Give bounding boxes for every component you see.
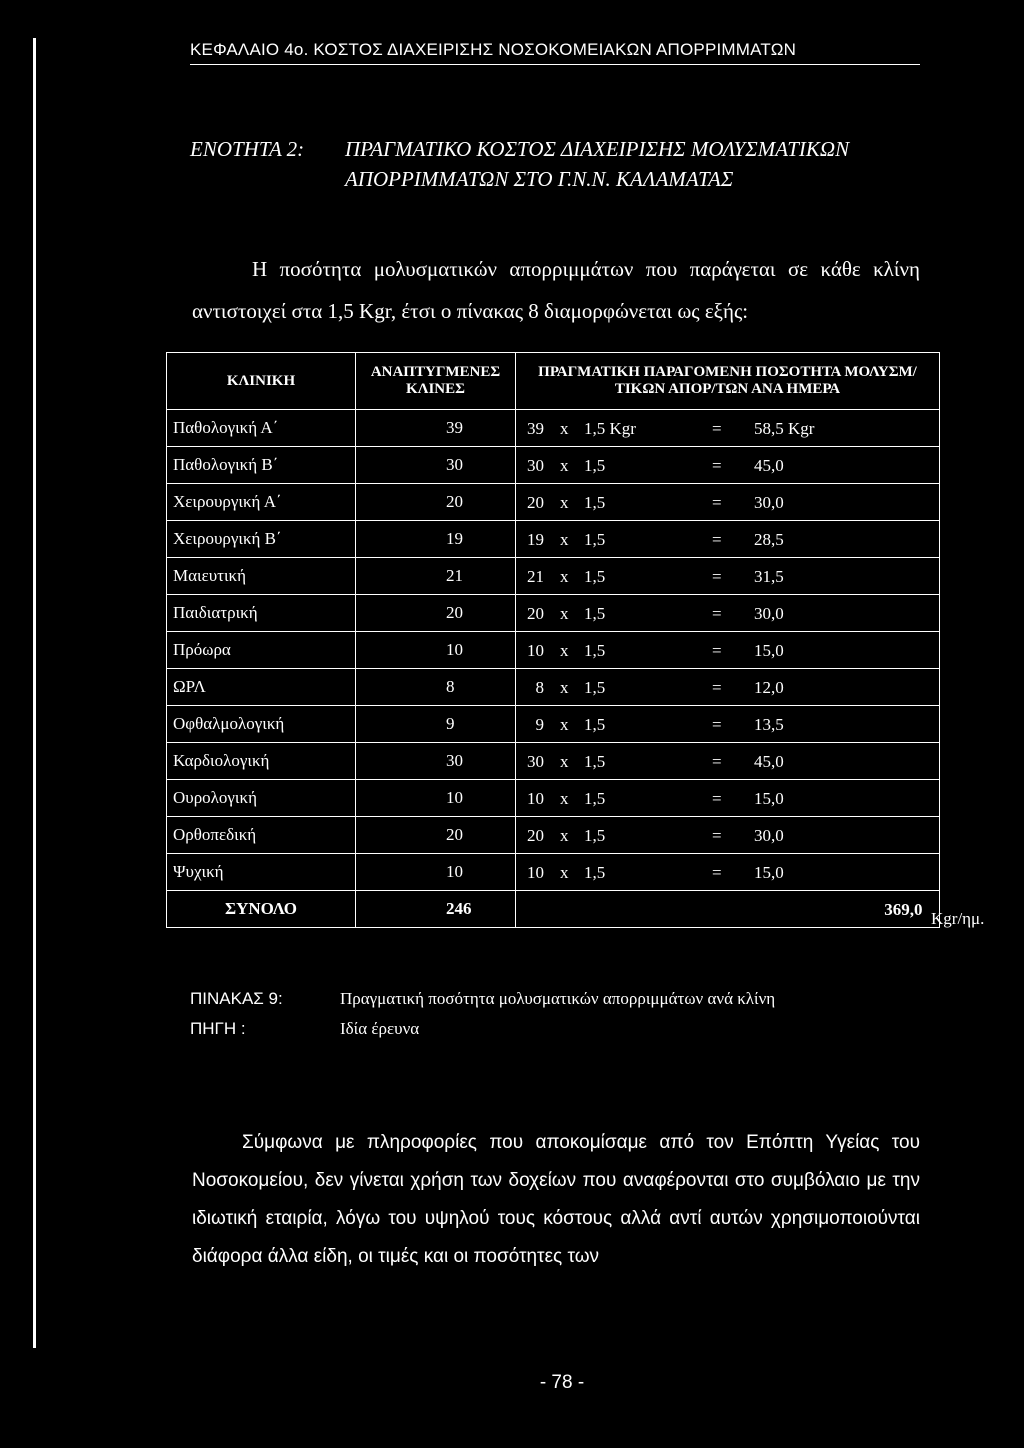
quantity-calc (516, 521, 940, 558)
calc-factor: 1,5 (584, 863, 606, 882)
body-paragraph: Σύμφωνα με πληροφορίες που αποκομίσαμε από τον Επόπτη Υγείας του Νοσοκομείου, δεν γίνεται χρήση των δοχείων που αναφέρονται στο συμβόλαιο με την ιδιωτική εταιρία, λόγω του υψηλού τους κόστους αλλά αντί αυτών χρησιμοποιούνται διάφορα άλλα είδη, οι τιμές και οι ποσότητες των (192, 1132, 920, 1267)
bed-count: 10 (356, 780, 516, 817)
calc-equals: = (712, 678, 722, 697)
quantity-calc (516, 706, 940, 743)
calc-beds: 19 (527, 530, 544, 549)
clinic-name: Ορθοπεδική (167, 817, 356, 854)
calc-times: x (560, 493, 569, 512)
calc-times: x (560, 863, 569, 882)
caption-source-text: Ιδία έρευνα (340, 1019, 420, 1038)
quantity-calc (516, 669, 940, 706)
header-clinic: ΚΛΙΝΙΚΗ (167, 353, 356, 410)
calc-beds: 10 (527, 641, 544, 660)
calc-beds: 21 (527, 567, 544, 586)
calc-equals: = (712, 715, 722, 734)
calc-factor: 1,5 (584, 530, 606, 549)
clinic-name: Οφθαλμολογική (167, 706, 356, 743)
calc-result: 28,5 (754, 530, 784, 549)
bed-count: 20 (356, 817, 516, 854)
quantity-calc (516, 632, 940, 669)
calc-factor: 1,5 (584, 715, 606, 734)
bed-count: 20 (356, 484, 516, 521)
calc-result: 31,5 (754, 567, 784, 586)
bed-count: 10 (356, 854, 516, 891)
calc-beds: 20 (527, 826, 544, 845)
calc-factor: 1,5 Kgr (584, 419, 636, 438)
chapter-header: ΚΕΦΑΛΑΙΟ 4ο. ΚΟΣΤΟΣ ΔΙΑΧΕΙΡΙΣΗΣ ΝΟΣΟΚΟΜΕΙΑΚΩΝ ΑΠΟΡΡΙΜΜΑΤΩΝ (190, 40, 797, 59)
table-row (167, 780, 940, 817)
table-total-row (167, 891, 940, 928)
calc-equals: = (712, 567, 722, 586)
calc-factor: 1,5 (584, 678, 606, 697)
bed-count: 30 (356, 447, 516, 484)
table-row (167, 410, 940, 447)
calc-equals: = (712, 493, 722, 512)
table-row (167, 817, 940, 854)
clinic-name: ΩΡΛ (167, 669, 356, 706)
quantity-calc (516, 484, 940, 521)
calc-result: 30,0 (754, 604, 784, 623)
bed-count: 19 (356, 521, 516, 558)
calc-equals: = (712, 789, 722, 808)
calc-result: 13,5 (754, 715, 784, 734)
bed-count: 21 (356, 558, 516, 595)
quantity-calc (516, 743, 940, 780)
page-number: - 78 - (539, 1372, 585, 1393)
calc-result: 45,0 (754, 456, 784, 475)
clinic-name: Μαιευτική (167, 558, 356, 595)
quantity-calc (516, 410, 940, 447)
calc-beds: 8 (535, 678, 544, 697)
calc-result: 45,0 (754, 752, 784, 771)
calc-factor: 1,5 (584, 567, 606, 586)
calc-times: x (560, 456, 569, 475)
calc-result: 30,0 (754, 826, 784, 845)
calc-equals: = (712, 641, 722, 660)
calc-result: 58,5 Kgr (754, 419, 815, 438)
table-row (167, 743, 940, 780)
calc-result: 15,0 (754, 641, 784, 660)
calc-result: 15,0 (754, 863, 784, 882)
bed-count: 20 (356, 595, 516, 632)
clinic-name: Ψυχική (167, 854, 356, 891)
bed-count: 8 (356, 669, 516, 706)
total-label: ΣΥΝΟΛΟ (167, 891, 356, 928)
clinic-name: Ουρολογική (167, 780, 356, 817)
clinic-name: Καρδιολογική (167, 743, 356, 780)
bed-count: 9 (356, 706, 516, 743)
table-row (167, 632, 940, 669)
bed-count: 10 (356, 632, 516, 669)
calc-equals: = (712, 456, 722, 475)
calc-equals: = (712, 419, 722, 438)
calc-equals: = (712, 604, 722, 623)
calc-result: 30,0 (754, 493, 784, 512)
table-row (167, 484, 940, 521)
clinic-name: Παθολογική Β΄ (167, 447, 356, 484)
bed-count: 30 (356, 743, 516, 780)
clinic-name: Παιδιατρική (167, 595, 356, 632)
total-beds: 246 (356, 891, 516, 928)
calc-times: x (560, 715, 569, 734)
calc-factor: 1,5 (584, 604, 606, 623)
section-label: ΕΝΟΤΗΤΑ 2: (190, 137, 305, 161)
calc-factor: 1,5 (584, 493, 606, 512)
calc-factor: 1,5 (584, 789, 606, 808)
total-quantity (516, 891, 985, 928)
table-row (167, 447, 940, 484)
calc-beds: 30 (527, 456, 544, 475)
quantity-calc (516, 854, 940, 891)
quantity-calc (516, 595, 940, 632)
quantity-calc (516, 447, 940, 484)
section-title: ΠΡΑΓΜΑΤΙΚΟ ΚΟΣΤΟΣ ΔΙΑΧΕΙΡΙΣΗΣ ΜΟΛΥΣΜΑΤΙΚΩΝ ΑΠΟΡΡΙΜΜΑΤΩΝ ΣΤΟ Γ.Ν.Ν. ΚΑΛΑΜΑΤΑΣ (345, 137, 850, 191)
clinic-name: Παθολογική Α΄ (167, 410, 356, 447)
quantity-calc (516, 817, 940, 854)
header-quantity: ΠΡΑΓΜΑΤΙΚΗ ΠΑΡΑΓΟΜΕΝΗ ΠΟΣΟΤΗΤΑ ΜΟΛΥΣΜ/ΤΙΚΩΝ ΑΠΟΡ/ΤΩΝ ΑΝΑ ΗΜΕΡΑ (516, 353, 940, 410)
calc-times: x (560, 530, 569, 549)
calc-factor: 1,5 (584, 826, 606, 845)
clinic-name: Χειρουργική Α΄ (167, 484, 356, 521)
waste-table (166, 352, 985, 928)
quantity-calc (516, 558, 940, 595)
calc-factor: 1,5 (584, 456, 606, 475)
calc-beds: 9 (535, 715, 544, 734)
header-beds: ΑΝΑΠΤΥΓΜΕΝΕΣ ΚΛΙΝΕΣ (356, 353, 516, 410)
calc-beds: 10 (527, 789, 544, 808)
calc-times: x (560, 789, 569, 808)
quantity-calc (516, 780, 940, 817)
bed-count: 39 (356, 410, 516, 447)
table-row (167, 595, 940, 632)
calc-equals: = (712, 826, 722, 845)
table-row (167, 854, 940, 891)
calc-beds: 39 (527, 419, 544, 438)
calc-times: x (560, 419, 569, 438)
calc-result: 15,0 (754, 789, 784, 808)
calc-equals: = (712, 752, 722, 771)
intro-paragraph: Η ποσότητα μολυσματικών απορριμμάτων που παράγεται σε κάθε κλίνη αντιστοιχεί στα 1,5 Kgr, έτσι ο πίνακας 8 διαμορφώνεται ως εξής: (192, 257, 920, 323)
calc-beds: 20 (527, 493, 544, 512)
margin-line (33, 38, 36, 1348)
calc-result: 12,0 (754, 678, 784, 697)
clinic-name: Χειρουργική Β΄ (167, 521, 356, 558)
clinic-name: Πρόωρα (167, 632, 356, 669)
caption-table-label: ΠΙΝΑΚΑΣ 9: (190, 989, 283, 1008)
table-row (167, 558, 940, 595)
calc-equals: = (712, 530, 722, 549)
calc-times: x (560, 567, 569, 586)
calc-times: x (560, 604, 569, 623)
caption-table-text: Πραγματική ποσότητα μολυσματικών απορριμμάτων ανά κλίνη (340, 989, 776, 1008)
calc-times: x (560, 641, 569, 660)
calc-beds: 10 (527, 863, 544, 882)
table-row (167, 706, 940, 743)
calc-beds: 20 (527, 604, 544, 623)
calc-times: x (560, 678, 569, 697)
header-rule (190, 64, 920, 65)
total-value: 369,0 (884, 900, 923, 919)
total-unit: Kgr/ημ. (931, 909, 985, 928)
calc-times: x (560, 826, 569, 845)
calc-factor: 1,5 (584, 641, 606, 660)
calc-factor: 1,5 (584, 752, 606, 771)
calc-equals: = (712, 863, 722, 882)
caption-source-label: ΠΗΓΗ : (190, 1019, 246, 1038)
calc-beds: 30 (527, 752, 544, 771)
table-header-row (167, 353, 940, 410)
table-row (167, 521, 940, 558)
calc-times: x (560, 752, 569, 771)
table-row (167, 669, 940, 706)
